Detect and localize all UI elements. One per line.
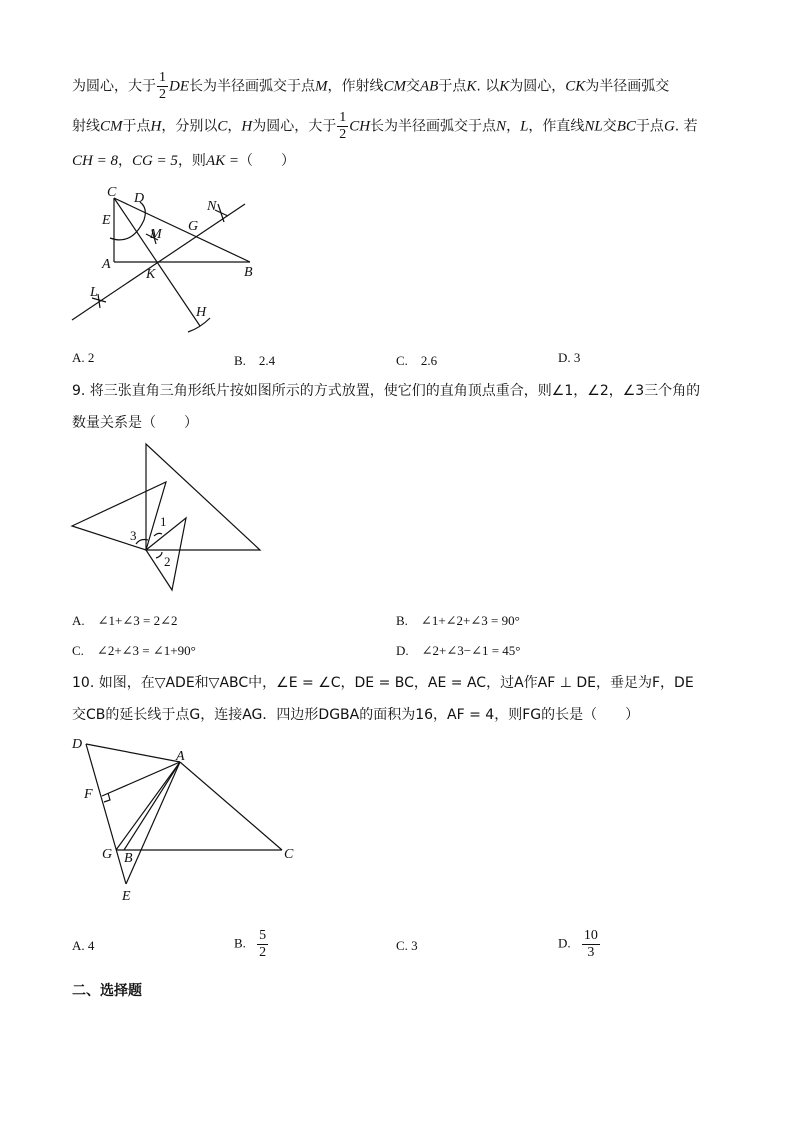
frac-num: 1: [159, 70, 166, 85]
q8-var: H: [150, 118, 162, 135]
q8-line-2: [72, 110, 698, 143]
section-title: 二、选择题: [72, 983, 142, 999]
q9-option-b[interactable]: B. ∠1+∠2+∠3 = 90°: [396, 613, 520, 628]
q9-option-d[interactable]: D. ∠2+∠3−∠1 = 45°: [396, 643, 521, 658]
q8-text: ，作直线: [528, 118, 585, 135]
label-e: E: [102, 213, 111, 228]
q8-text: 为圆心，: [509, 78, 566, 95]
arc-de: [110, 202, 145, 240]
q8-text: ，则: [177, 153, 206, 169]
q8-var: BC: [616, 118, 636, 135]
q9-line-2: 数量关系是（ ）: [72, 415, 198, 431]
q8-var: CH = 8: [72, 153, 118, 169]
frac-num: 1: [339, 110, 347, 125]
label-h: H: [196, 305, 207, 320]
q8-var: CG = 5: [131, 153, 178, 169]
q8-figure: [60, 180, 290, 340]
q8-option-b[interactable]: B. 2.4: [234, 353, 276, 368]
q10-line-1: 10. 如图，在▽ADE和▽ABC中，∠E = ∠C，DE = BC，AE = AC，过A作AF ⊥ DE，垂足为F，DE: [72, 675, 694, 691]
q10-line-2: 交CB的延长线于点G，连接AG．四边形DGBA的面积为16，AF = 4，则FG的长是（ ）: [72, 707, 640, 723]
q8-var: C: [217, 118, 228, 135]
segment-ag: [116, 762, 180, 850]
angle-label-1: 1: [160, 514, 167, 529]
label-b: B: [244, 265, 253, 280]
frac-den: 2: [259, 945, 267, 960]
q8-text: . 以: [476, 78, 500, 95]
segment-da: [86, 744, 180, 762]
angle-arc-2: [156, 552, 162, 558]
q8-var: CM: [383, 78, 406, 95]
label-c: C: [284, 847, 294, 862]
segment-de: [86, 744, 126, 884]
q8-option-d[interactable]: D. 3: [558, 350, 581, 365]
label-d: D: [72, 737, 83, 752]
frac-num: 5: [259, 928, 267, 943]
q8-text: 于点: [122, 118, 151, 135]
q10-figure: [70, 730, 310, 910]
q8-var: CK: [565, 78, 586, 95]
fraction-half: [337, 110, 348, 143]
q10-option-d[interactable]: [558, 928, 601, 961]
arc-n2: [218, 204, 224, 222]
q8-text: ，分别以: [161, 118, 218, 135]
q8-text: ，: [117, 153, 132, 169]
label-a: A: [102, 257, 111, 272]
q8-var: AB: [420, 78, 439, 95]
q8-text: 为圆心，大于: [72, 78, 156, 95]
q8-var: H: [241, 118, 253, 135]
q9-line-1: 9. 将三张直角三角形纸片按如图所示的方式放置，使它们的直角顶点重合，则∠1，∠2，∠3三个角的: [72, 383, 701, 399]
q8-text: 为圆心，大于: [252, 118, 337, 135]
fraction-option-b: [257, 928, 268, 961]
label-l: L: [90, 285, 98, 300]
option-letter: B.: [234, 935, 246, 951]
q9-option-c[interactable]: C. ∠2+∠3 = ∠1+90°: [72, 643, 196, 658]
label-n: N: [207, 199, 217, 214]
q8-var: G: [663, 118, 675, 135]
label-a: A: [176, 749, 185, 764]
segment-ac: [180, 762, 282, 850]
q8-text: 为半径画弧交: [585, 78, 670, 95]
q8-text: 于点: [635, 118, 664, 135]
label-f: F: [84, 787, 93, 802]
q8-text: . 若: [674, 118, 698, 135]
segment-cb: [114, 198, 250, 262]
q8-text: 交: [406, 78, 420, 95]
fraction-option-d: [582, 928, 600, 961]
frac-num: 10: [583, 928, 598, 943]
q8-text: ，: [227, 118, 242, 135]
q8-option-a[interactable]: A. 2: [72, 350, 95, 365]
triangle-large: [146, 444, 260, 550]
q8-var: CM: [100, 118, 123, 135]
q8-line-3: [72, 150, 295, 170]
segment-ae: [126, 762, 180, 884]
frac-den: 2: [159, 87, 166, 102]
q8-text: ，: [506, 118, 521, 135]
q10-option-a[interactable]: A. 4: [72, 938, 95, 953]
angle-label-3: 3: [130, 528, 137, 543]
q8-var: K: [466, 78, 477, 95]
q8-line-1: [72, 70, 669, 103]
label-g: G: [188, 219, 199, 234]
q8-var: AK =: [205, 153, 239, 169]
label-g: G: [102, 847, 113, 862]
angle-arc-1: [154, 533, 162, 536]
q8-var: L: [520, 118, 529, 135]
q8-option-c[interactable]: C. 2.6: [396, 353, 438, 368]
q8-var: M: [315, 78, 328, 95]
frac-den: 2: [339, 127, 347, 142]
q8-text: 长为半径画弧交于点: [370, 118, 497, 135]
q8-var: CH: [349, 118, 371, 135]
q8-text: ，作射线: [327, 78, 384, 95]
label-c: C: [107, 185, 117, 200]
q8-text: （ ）: [238, 153, 295, 169]
q8-var: N: [496, 118, 507, 135]
label-e: E: [122, 889, 131, 904]
triangle-left: [72, 482, 166, 550]
q8-text: 交: [602, 118, 617, 135]
q9-figure: [70, 440, 270, 600]
q8-var: K: [499, 78, 510, 95]
option-letter: D.: [558, 935, 571, 951]
label-b: B: [124, 851, 133, 866]
q8-text: 射线: [72, 118, 100, 135]
frac-den: 3: [587, 945, 595, 960]
angle-label-2: 2: [164, 554, 171, 569]
label-m: M: [150, 227, 162, 242]
label-d: D: [134, 191, 145, 206]
segment-ab: [124, 762, 180, 850]
q9-option-a[interactable]: A. ∠1+∠3 = 2∠2: [72, 613, 178, 628]
q8-var: DE: [169, 78, 189, 95]
q8-text: 长为半径画弧交于点: [189, 78, 315, 95]
q10-option-c[interactable]: C. 3: [396, 938, 418, 953]
fraction-half: [157, 70, 168, 103]
label-k: K: [146, 267, 156, 282]
q8-text: 于点: [438, 78, 467, 95]
q10-option-b[interactable]: [234, 928, 269, 961]
q8-var: NL: [584, 118, 603, 135]
